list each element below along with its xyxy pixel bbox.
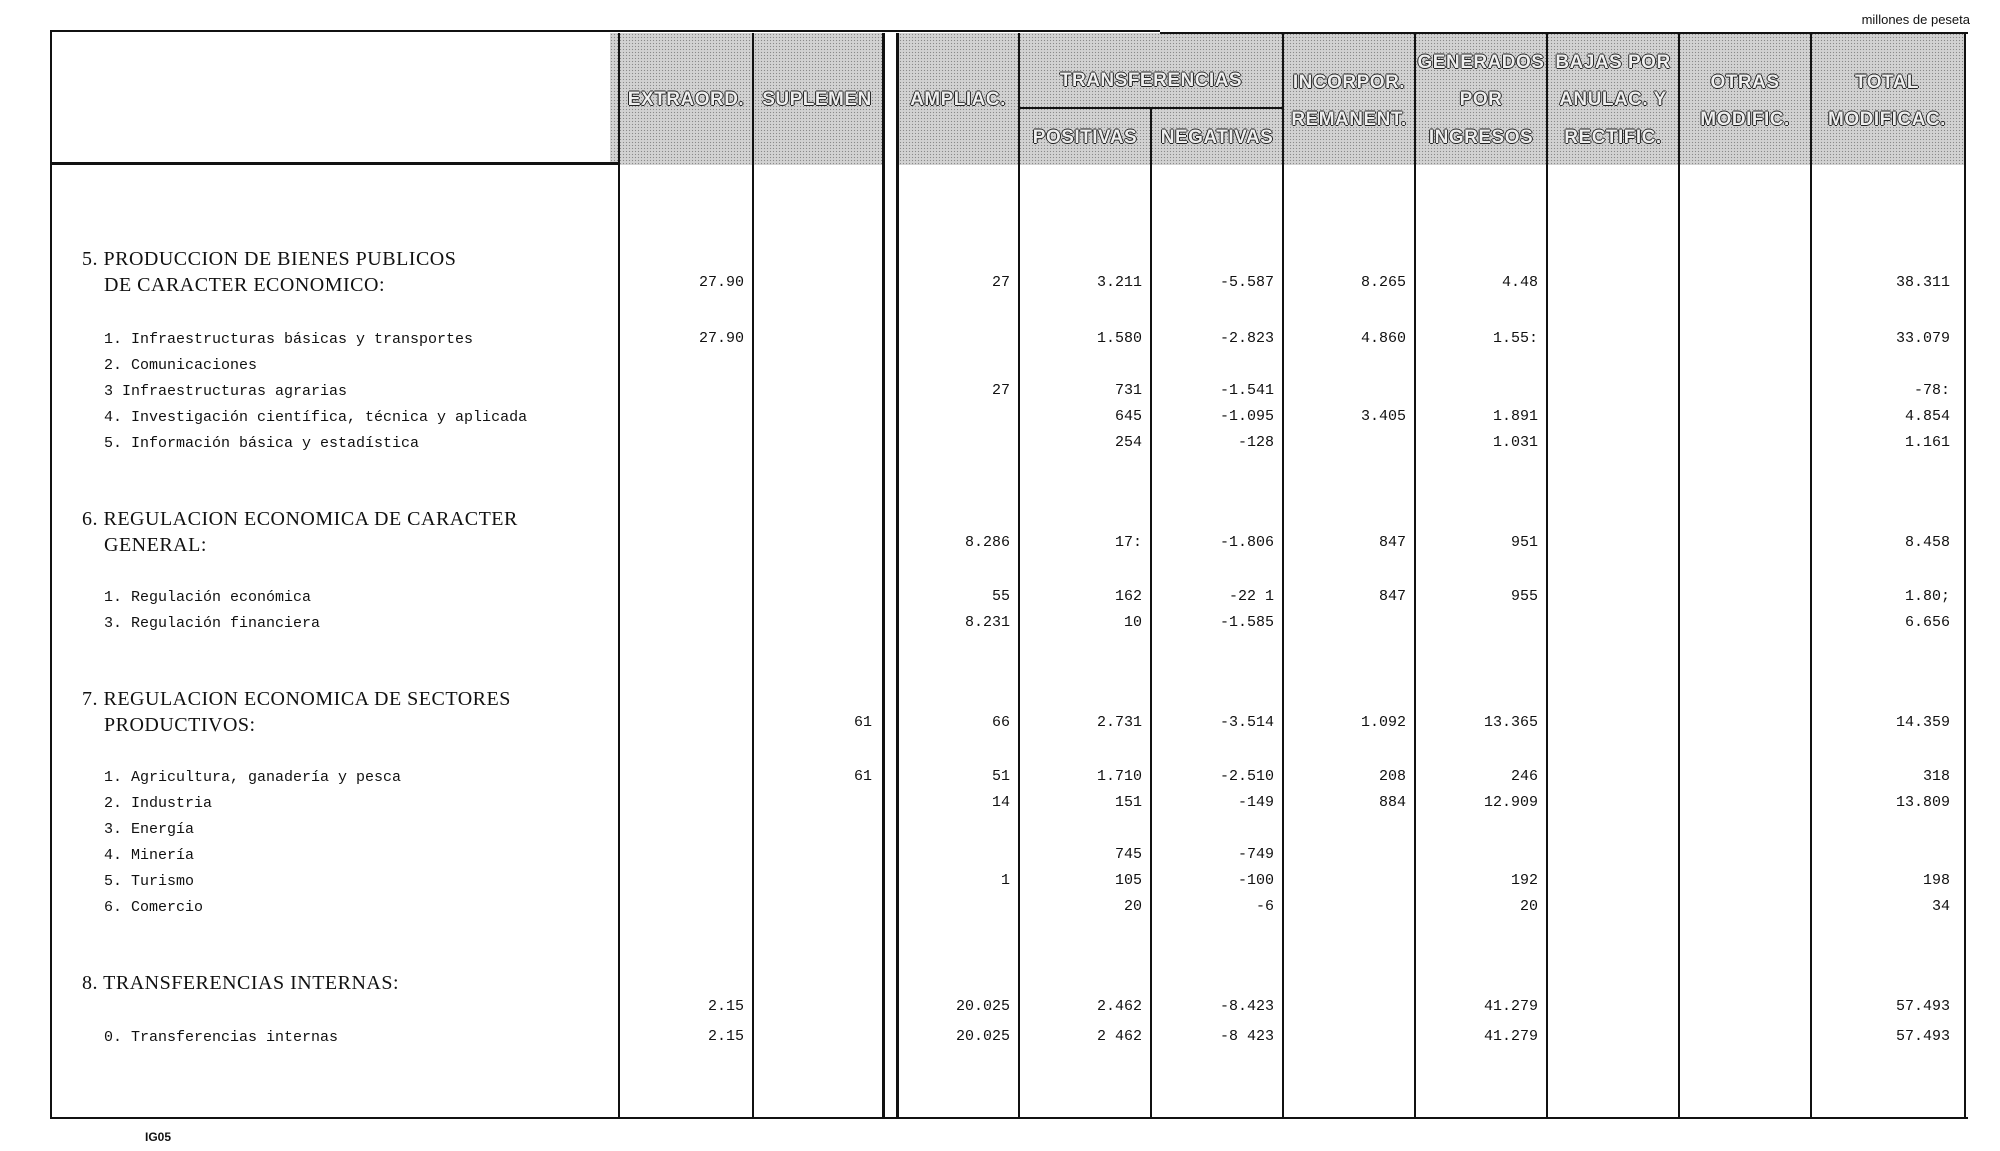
row-label: 5. Turismo	[104, 873, 195, 890]
row-label: 4. Investigación científica, técnica y aplicada	[104, 409, 528, 426]
cell-ampliac: 1	[1000, 872, 1010, 889]
header-bajas: BAJAS POR	[1555, 53, 1671, 72]
cell-ampliac: 20.025	[955, 1028, 1010, 1045]
cell-ampliac: 20.025	[955, 998, 1010, 1015]
cell-suplemen: 61	[853, 768, 872, 785]
cell-negativas: -100	[1237, 872, 1274, 889]
cell-positivas: 3.211	[1096, 274, 1142, 291]
cell-generados: 192	[1510, 872, 1538, 889]
units-note: millones de peseta	[1861, 12, 1970, 27]
cell-negativas: -6	[1255, 898, 1274, 915]
header-transferencias: TRANSFERENCIAS	[1059, 71, 1243, 90]
column-divider	[1546, 33, 1548, 1117]
cell-positivas: 2 462	[1096, 1028, 1142, 1045]
cell-positivas: 1.580	[1096, 330, 1142, 347]
cell-generados: 41.279	[1483, 998, 1538, 1015]
row-label: 1. Regulación económica	[104, 589, 312, 606]
column-divider	[1414, 33, 1416, 1117]
cell-negativas: -2.510	[1219, 768, 1274, 785]
cell-positivas: 20	[1123, 898, 1142, 915]
cell-ampliac: 27	[991, 274, 1010, 291]
cell-ampliac: 66	[991, 714, 1010, 731]
cell-positivas: 254	[1114, 434, 1142, 451]
cell-total: 57.493	[1895, 998, 1950, 1015]
row-label: 1. Infraestructuras básicas y transportes	[104, 331, 474, 348]
cell-incorpor: 847	[1378, 534, 1406, 551]
cell-positivas: 731	[1114, 382, 1142, 399]
cell-negativas: -3.514	[1219, 714, 1274, 731]
cell-total: 1.80;	[1904, 588, 1950, 605]
cell-generados: 4.48	[1501, 274, 1538, 291]
column-divider	[752, 33, 754, 1117]
header-bajas: ANULAC. Y	[1559, 90, 1667, 109]
header-generados: POR	[1459, 90, 1503, 109]
cell-positivas: 1.710	[1096, 768, 1142, 785]
cell-negativas: -749	[1237, 846, 1274, 863]
cell-generados: 12.909	[1483, 794, 1538, 811]
cell-negativas: -2.823	[1219, 330, 1274, 347]
header-total: MODIFICAC.	[1828, 110, 1946, 129]
cell-generados: 20	[1519, 898, 1538, 915]
column-divider	[1678, 33, 1680, 1117]
left-border	[50, 30, 52, 1118]
cell-total: -78:	[1913, 382, 1950, 399]
cell-negativas: -22 1	[1228, 588, 1274, 605]
cell-total: 13.809	[1895, 794, 1950, 811]
header-generados: GENERADOS	[1417, 53, 1545, 72]
section-title: GENERAL:	[104, 534, 207, 556]
cell-positivas: 10	[1123, 614, 1142, 631]
cell-negativas: -8.423	[1219, 998, 1274, 1015]
header-generados: INGRESOS	[1428, 128, 1534, 147]
cell-generados: 951	[1510, 534, 1538, 551]
cell-total: 198	[1922, 872, 1950, 889]
cell-positivas: 645	[1114, 408, 1142, 425]
header-extraord: EXTRAORD.	[627, 90, 745, 109]
header-bajas: RECTIFIC.	[1564, 128, 1662, 147]
cell-suplemen: 61	[853, 714, 872, 731]
row-label: 3 Infraestructuras agrarias	[104, 383, 348, 400]
cell-negativas: -1.806	[1219, 534, 1274, 551]
header-bottom-rule	[50, 162, 618, 165]
footer-code: IG05	[145, 1130, 172, 1144]
cell-total: 8.458	[1904, 534, 1950, 551]
cell-negativas: -1.095	[1219, 408, 1274, 425]
cell-incorpor: 1.092	[1360, 714, 1406, 731]
cell-incorpor: 847	[1378, 588, 1406, 605]
cell-generados: 246	[1510, 768, 1538, 785]
header-positivas: POSITIVAS	[1032, 128, 1138, 147]
section-title: DE CARACTER ECONOMICO:	[104, 274, 386, 296]
column-divider	[1150, 107, 1152, 1117]
cell-generados: 955	[1510, 588, 1538, 605]
row-label: 2. Comunicaciones	[104, 357, 258, 374]
header-negativas: NEGATIVAS	[1160, 128, 1274, 147]
cell-generados: 13.365	[1483, 714, 1538, 731]
row-label: 2. Industria	[104, 795, 213, 812]
row-label: 1. Agricultura, ganadería y pesca	[104, 769, 402, 786]
cell-negativas: -5.587	[1219, 274, 1274, 291]
header-otras: OTRAS	[1710, 73, 1780, 92]
cell-ampliac: 55	[991, 588, 1010, 605]
cell-negativas: -8 423	[1219, 1028, 1274, 1045]
row-label: 3. Regulación financiera	[104, 615, 321, 632]
cell-total: 38.311	[1895, 274, 1950, 291]
section-title: 7. REGULACION ECONOMICA DE SECTORES	[82, 688, 511, 710]
cell-negativas: -149	[1237, 794, 1274, 811]
cell-incorpor: 208	[1378, 768, 1406, 785]
cell-generados: 1.891	[1492, 408, 1538, 425]
cell-incorpor: 884	[1378, 794, 1406, 811]
row-label: 6. Comercio	[104, 899, 204, 916]
header-incorpor: REMANENT.	[1291, 110, 1407, 129]
row-label: 0. Transferencias internas	[104, 1029, 339, 1046]
cell-generados: 1.55:	[1492, 330, 1538, 347]
cell-total: 14.359	[1895, 714, 1950, 731]
column-divider	[882, 33, 885, 1117]
cell-negativas: -1.541	[1219, 382, 1274, 399]
cell-ampliac: 8.286	[964, 534, 1010, 551]
header-incorpor: INCORPOR.	[1292, 73, 1406, 92]
cell-incorpor: 8.265	[1360, 274, 1406, 291]
row-label: 5. Información básica y estadística	[104, 435, 420, 452]
section-title: 5. PRODUCCION DE BIENES PUBLICOS	[82, 248, 457, 270]
cell-ampliac: 8.231	[964, 614, 1010, 631]
cell-total: 6.656	[1904, 614, 1950, 631]
cell-incorpor: 3.405	[1360, 408, 1406, 425]
column-divider	[618, 33, 620, 1117]
cell-positivas: 162	[1114, 588, 1142, 605]
cell-total: 318	[1922, 768, 1950, 785]
column-divider	[1018, 33, 1020, 1117]
column-divider	[1282, 33, 1284, 1117]
cell-extraord: 2.15	[707, 998, 744, 1015]
column-divider	[1810, 33, 1812, 1117]
cell-positivas: 105	[1114, 872, 1142, 889]
header-otras: MODIFIC.	[1700, 110, 1790, 129]
cell-positivas: 2.731	[1096, 714, 1142, 731]
top-rule	[50, 30, 1160, 32]
cell-extraord: 27.90	[698, 330, 744, 347]
cell-positivas: 2.462	[1096, 998, 1142, 1015]
section-title: 6. REGULACION ECONOMICA DE CARACTER	[82, 508, 518, 530]
header-ampliac: AMPLIAC.	[910, 90, 1006, 109]
cell-extraord: 2.15	[707, 1028, 744, 1045]
row-label: 3. Energía	[104, 821, 195, 838]
cell-total: 34	[1931, 898, 1950, 915]
cell-extraord: 27.90	[698, 274, 744, 291]
column-divider	[896, 33, 899, 1117]
cell-total: 33.079	[1895, 330, 1950, 347]
bottom-rule	[50, 1117, 1968, 1119]
column-divider	[1964, 33, 1966, 1117]
cell-total: 57.493	[1895, 1028, 1950, 1045]
cell-generados: 41.279	[1483, 1028, 1538, 1045]
section-title: PRODUCTIVOS:	[104, 714, 256, 736]
cell-ampliac: 27	[991, 382, 1010, 399]
cell-positivas: 745	[1114, 846, 1142, 863]
cell-ampliac: 14	[991, 794, 1010, 811]
row-label: 4. Minería	[104, 847, 195, 864]
cell-ampliac: 51	[991, 768, 1010, 785]
cell-negativas: -128	[1237, 434, 1274, 451]
cell-positivas: 151	[1114, 794, 1142, 811]
header-suplemen: SUPLEMEN	[762, 90, 872, 109]
cell-total: 4.854	[1904, 408, 1950, 425]
cell-positivas: 17:	[1114, 534, 1142, 551]
cell-total: 1.161	[1904, 434, 1950, 451]
cell-negativas: -1.585	[1219, 614, 1274, 631]
cell-generados: 1.031	[1492, 434, 1538, 451]
cell-incorpor: 4.860	[1360, 330, 1406, 347]
section-title: 8. TRANSFERENCIAS INTERNAS:	[82, 972, 400, 994]
header-total: TOTAL	[1854, 73, 1920, 92]
